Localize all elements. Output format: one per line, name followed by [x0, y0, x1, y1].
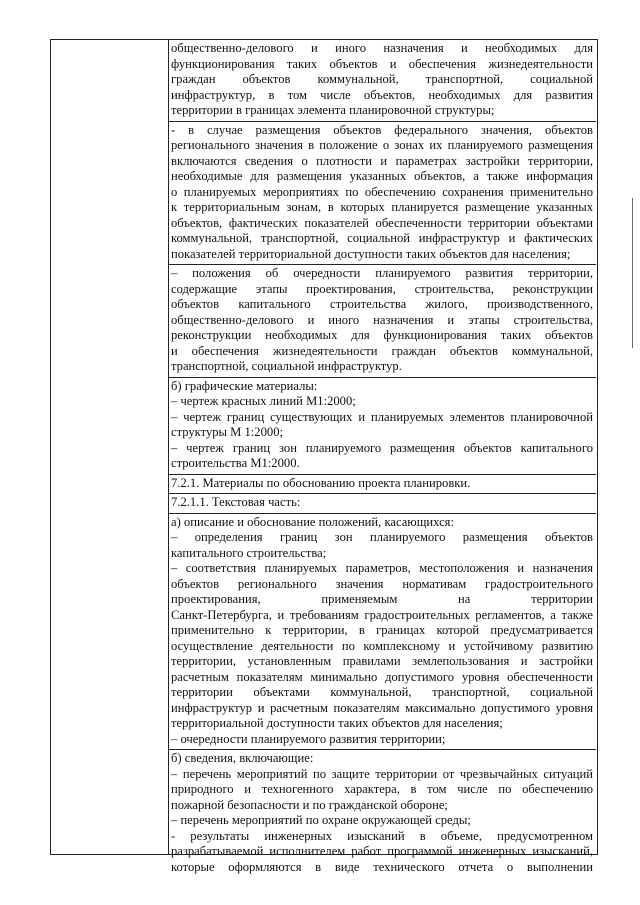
- text-line: – перечень мероприятий по защите территории от чрезвычайных ситуаций: [171, 766, 593, 781]
- text-line: территории в границах элемента планировочной структуры;: [171, 103, 495, 117]
- text-block: [168, 40, 596, 122]
- text-line: необходимые для размещения указанных объектов, а также информация: [171, 169, 593, 183]
- text-line: территории, установленным правилами землепользования и застройки: [171, 654, 593, 668]
- text-line: пожарной безопасности и по гражданской обороне;: [171, 797, 448, 812]
- text-line: капитального строительства;: [171, 545, 327, 560]
- text-line: применительно к территории, в границах которой предусматривается: [171, 623, 593, 637]
- text-block: [168, 750, 596, 877]
- text-line: функционирования таких объектов и обеспечения жизнедеятельности: [171, 56, 593, 71]
- text-block: [168, 378, 596, 475]
- text-line: и обеспечения жизнедеятельности граждан объектов коммунальной,: [171, 343, 593, 358]
- text-line: включаются сведения о плотности и параметрах застройки территории,: [171, 153, 593, 168]
- text-line: разрабатываемой исполнителем работ программой инженерных изысканий,: [171, 844, 593, 858]
- text-line: к территориальным зонам, в которых планируется размещение указанных: [171, 200, 593, 214]
- text-line: инфраструктур, в том числе объектов, необходимых для развития: [171, 87, 593, 102]
- text-line: объектов регионального значения нормативам градостроительного: [171, 576, 593, 591]
- text-line: реконструкции необходимых для функционирования таких объектов: [171, 328, 593, 342]
- text-line: 7.2.1.1. Текстовая часть:: [171, 495, 301, 509]
- text-line: - в случае размещения объектов федерального значения, объектов: [171, 122, 593, 137]
- text-line: строительства М1:2000.: [171, 456, 300, 470]
- text-line: расчетным показателям минимально допустимого уровня обеспеченности: [171, 669, 593, 684]
- text-line: 7.2.1. Материалы по обоснованию проекта планировки.: [171, 475, 471, 490]
- text-line: – перечень мероприятий по охране окружающей среды;: [171, 813, 471, 827]
- text-line: Санкт-Петербурга, и требованиям градостроительных регламентов, а также: [171, 607, 593, 622]
- text-line: территории объектами коммунальной, транспортной, социальной: [171, 685, 593, 699]
- text-line: б) сведения, включающие:: [171, 751, 314, 765]
- text-line: которые оформляются в виде технического отчета о выполнении: [171, 859, 593, 874]
- text-line: проектирования, применяемым на территории: [171, 592, 593, 606]
- text-line: структуры М 1:2000;: [171, 425, 283, 439]
- text-line: - результаты инженерных изысканий в объеме, предусмотренном: [171, 828, 593, 843]
- text-line: регионального значения в положение о зонах их планируемого размещения: [171, 138, 593, 152]
- text-line: – чертеж красных линий М1:2000;: [171, 394, 356, 408]
- text-line: – чертеж границ существующих и планируемых элементов планировочной: [171, 409, 593, 424]
- text-block: [168, 122, 596, 266]
- text-block: [168, 494, 596, 514]
- text-line: – соответствия планируемых параметров, местоположения и назначения: [171, 561, 593, 575]
- text-line: транспортной, социальной инфраструктур.: [171, 359, 402, 373]
- text-line: территориальной доступности таких объектов для населения;: [171, 716, 503, 730]
- text-line: инфраструктур и расчетным показателям максимально допустимого уровня: [171, 700, 593, 715]
- text-line: граждан объектов коммунальной, транспортной, социальной: [171, 72, 593, 86]
- scan-edge-mark: [632, 198, 633, 348]
- text-line: а) описание и обоснование положений, касающихся:: [171, 514, 454, 529]
- text-line: показателей территориальной доступности таких объектов для населения;: [171, 246, 571, 261]
- text-line: б) графические материалы:: [171, 378, 318, 393]
- text-line: объектов капитального строительства жилого, производственного,: [171, 297, 593, 311]
- text-block: [168, 475, 596, 495]
- text-line: коммунальной, транспортной, социальной инфраструктур и фактических: [171, 231, 593, 245]
- text-line: общественно-делового и иного назначения и необходимых для: [171, 41, 593, 55]
- text-line: общественно-делового и иного назначения и этапы строительства,: [171, 312, 593, 327]
- table-content-column: [168, 40, 596, 877]
- text-line: – определения границ зон планируемого размещения объектов: [171, 530, 593, 544]
- text-line: объектов, фактических показателей обеспеченности территории объектами: [171, 215, 593, 230]
- text-block: [168, 514, 596, 751]
- text-line: – положения об очередности планируемого развития территории,: [171, 266, 593, 280]
- text-line: о планируемых мероприятиях по обеспечению сохранения применительно: [171, 184, 593, 199]
- text-line: осуществление деятельности по комплексному и устойчивому развитию: [171, 638, 593, 653]
- text-block: [168, 265, 596, 378]
- text-line: – очередности планируемого развития территории;: [171, 731, 446, 746]
- text-line: – чертеж границ зон планируемого размещения объектов капитального: [171, 440, 593, 455]
- text-line: содержащие этапы проектирования, строительства, реконструкции: [171, 281, 593, 296]
- text-line: природного и техногенного характера, в том числе по обеспечению: [171, 782, 593, 796]
